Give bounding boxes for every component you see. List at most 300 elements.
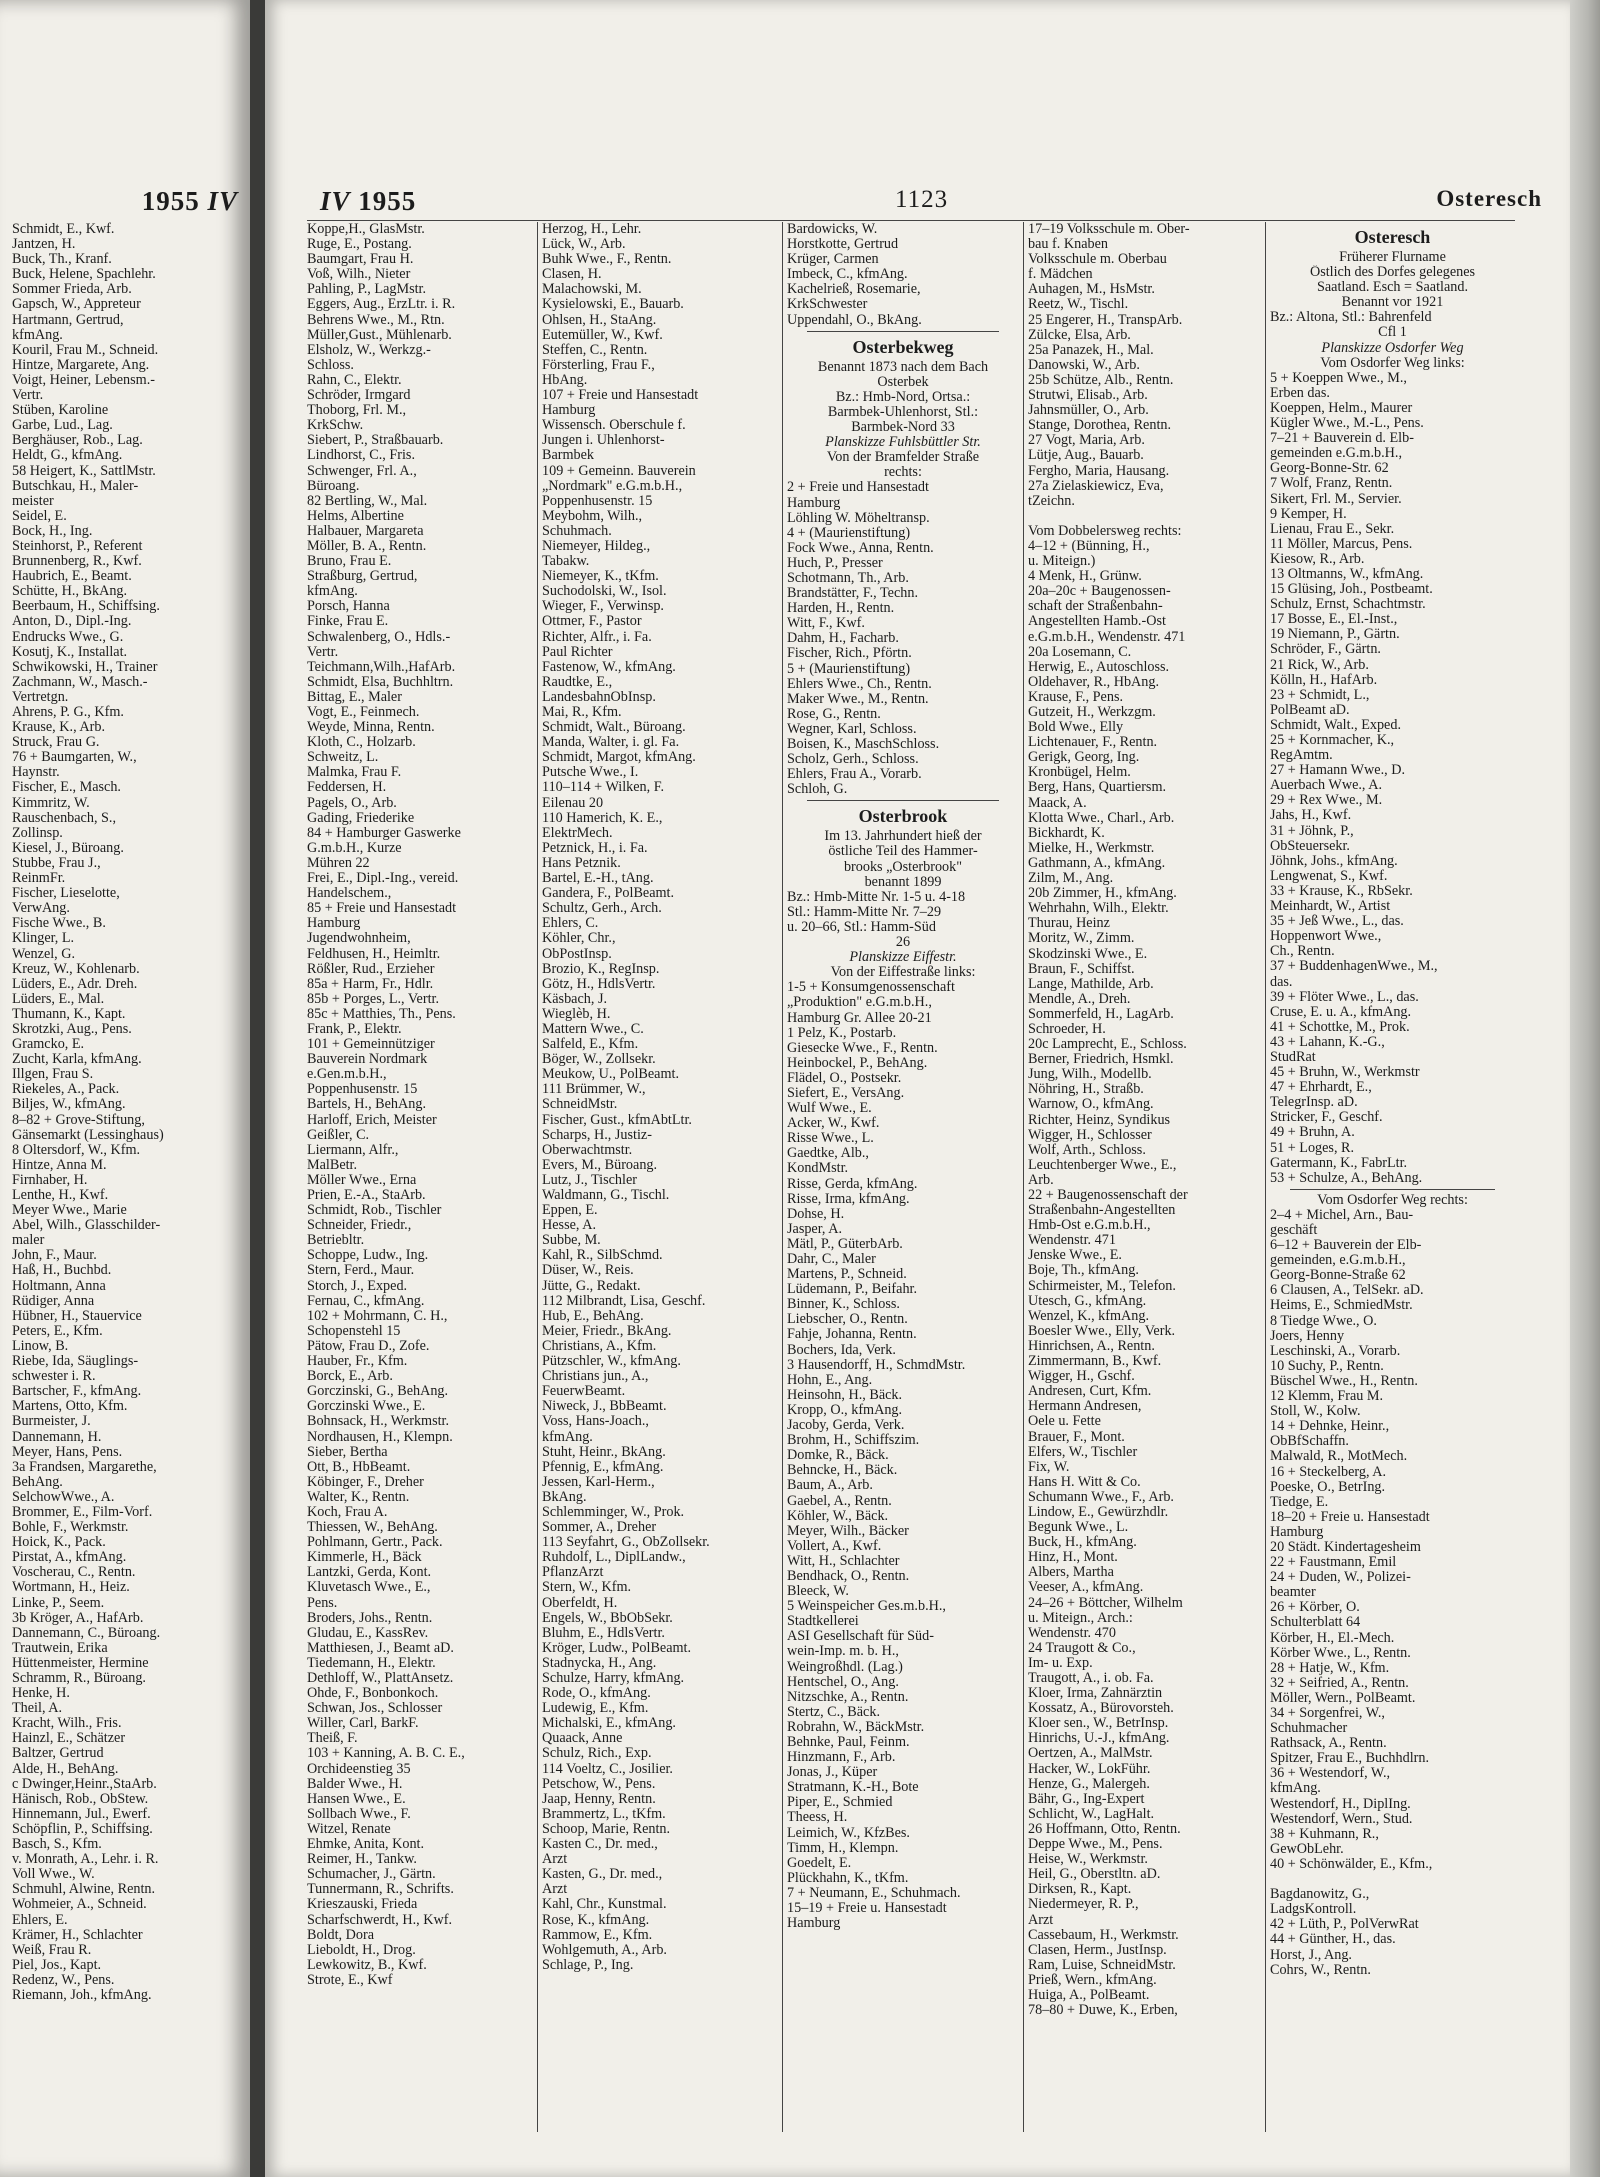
directory-entry: Piel, Jos., Kapt. [12,1957,102,1973]
directory-entry: Hainzl, E., Schätzer [12,1731,126,1747]
street-heading: Osterbekweg [852,336,954,357]
directory-entry: Siebert, P., Straßbauarb. [307,433,444,449]
directory-entry: Seidel, E. [12,508,67,524]
directory-entry: Gathmann, A., kfmAng. [1028,855,1166,871]
directory-entry: Georg-Bonne-Str. 62 [1270,461,1389,477]
directory-entry: Alde, H., BehAng. [12,1761,119,1777]
directory-entry: 9 Kemper, H. [1270,506,1347,522]
directory-entry: Braun, F., Schiffst. [1028,961,1135,977]
directory-entry: 25 + Kornmacher, K., [1270,733,1395,748]
directory-entry: 5 + Koeppen Wwe., M., [1270,370,1407,386]
directory-entry: Storch, J., Exped. [307,1278,408,1294]
directory-entry: Oele u. Fette [1028,1414,1101,1430]
directory-entry: Gramcko, E. [12,1037,85,1053]
directory-entry: kfmAng. [1270,1781,1321,1797]
directory-entry: Hänisch, Rob., ObStew. [12,1791,149,1807]
directory-entry: Spitzer, Frau E., Buchhdlrn. [1270,1751,1430,1767]
street-info: Barmbek-Nord 33 [851,420,955,436]
directory-entry: Rode, O., kfmAng. [542,1686,651,1702]
directory-entry: 25 Engerer, H., TranspArb. [1028,312,1183,328]
directory-entry: Wolf, Arth., Schloss. [1028,1142,1146,1158]
directory-entry: Arb. [1028,1172,1054,1188]
street-info: Bz.: Hmb-Nord, Ortsa.: [835,389,971,405]
directory-entry: Burmeister, J. [12,1414,91,1430]
directory-entry: Fastenow, W., kfmAng. [542,659,676,675]
directory-entry: Helms, Albertine [307,508,404,524]
directory-entry: Linow, B. [12,1338,69,1354]
directory-entry: Pohlmann, Gertr., Pack. [307,1535,443,1551]
directory-entry: Gorczinski, G., BehAng. [307,1384,449,1400]
directory-column-4 [1028,222,1261,2018]
directory-entry: geschäft [1270,1223,1318,1238]
directory-entry: Bauverein Nordmark [307,1052,428,1068]
directory-entry: 22 + Baugenossenschaft der [1028,1188,1188,1203]
map-reference: Planskizze Osdorfer Weg [1321,340,1464,356]
directory-entry: 7–21 + Bauverein d. Elb- [1270,431,1414,447]
directory-entry: 31 + Jöhnk, P., [1270,823,1354,839]
directory-entry: Mai, R., Kfm. [542,705,622,720]
directory-entry: Stern, Ferd., Maur. [307,1263,415,1279]
directory-entry: 29 + Rex Wwe., M. [1270,793,1383,809]
directory-entry: Rüdiger, Anna [12,1293,95,1309]
directory-entry: Wohlgemuth, A., Arb. [542,1942,667,1958]
directory-entry: Schlemminger, W., Prok. [542,1504,685,1520]
directory-entry: 49 + Bruhn, A. [1270,1125,1355,1141]
directory-entry: Redenz, W., Pens. [12,1972,115,1988]
directory-entry: Gutzeit, H., Werkzgm. [1028,705,1156,720]
directory-entry: Schmuhl, Alwine, Rentn. [12,1882,156,1898]
directory-entry: Auhagen, M., HsMstr. [1028,282,1155,298]
directory-entry: 85c + Matthies, Th., Pens. [307,1006,456,1022]
directory-entry: 42 + Lüth, P., PolVerwRat [1270,1917,1419,1933]
directory-column-1 [307,222,533,1988]
directory-entry: Theil, A. [12,1701,63,1717]
directory-entry: 37 + BuddenhagenWwe., M., [1270,959,1438,975]
directory-entry: Hamburg [787,495,841,511]
header-rule [307,220,1515,221]
directory-entry: gemeinden, e.G.m.b.H., [1270,1253,1406,1269]
directory-entry: Gerigk, Georg, Ing. [1028,750,1140,766]
directory-entry: Vom Dobbelersweg rechts: [1028,523,1182,539]
directory-entry: Lienau, Frau E., Sekr. [1270,521,1395,537]
directory-entry: Ott, B., HbBeamt. [307,1459,411,1475]
directory-entry: Koch, Frau A. [307,1504,388,1520]
directory-entry: Bartels, H., BehAng. [307,1097,427,1113]
directory-entry: Dannemann, H. [12,1429,102,1445]
directory-entry: Heldt, G., kfmAng. [12,448,123,464]
directory-entry: Baumgart, Frau H. [307,252,414,268]
directory-entry: Hans Petznik. [542,855,621,871]
directory-entry: Möller Wwe., Erna [307,1172,417,1188]
directory-entry: Risse Wwe., L. [787,1131,874,1147]
directory-entry: Kossatz, A., Bürovorsteh. [1028,1701,1174,1717]
directory-entry: Schotmann, Th., Arb. [787,570,909,586]
directory-entry: Balder Wwe., H. [307,1776,403,1792]
directory-entry: Hinrichsen, A., Rentn. [1028,1338,1155,1354]
directory-entry: wein-Imp. m. b. H., [787,1644,899,1660]
directory-entry: Herzog, H., Lehr. [542,222,642,237]
directory-entry: 36 + Westendorf, W., [1270,1766,1391,1782]
directory-entry: Stricker, F., Geschf. [1270,1110,1383,1126]
directory-entry: Niemeyer, Hildeg., [542,538,651,554]
directory-entry: Pens. [307,1595,338,1611]
directory-entry: StudRat [1270,1049,1316,1065]
directory-entry: 1-5 + Konsumgenossenschaft [787,980,955,996]
directory-entry: Schmidt, Elsa, Buchhltrn. [307,674,454,690]
directory-entry: Stange, Dorothea, Rentn. [1028,418,1172,434]
directory-entry: Timm, H., Klempn. [787,1840,899,1856]
directory-entry: Giesecke Wwe., F., Rentn. [787,1040,938,1056]
directory-entry: Schuhmacher [1270,1721,1348,1737]
directory-entry: Riebe, Ida, Säuglings- [12,1354,139,1370]
directory-entry: Vertr. [307,644,339,660]
directory-entry: Malmka, Frau F. [307,765,402,781]
directory-entry: 35 + Jeß Wwe., L., das. [1270,914,1404,930]
directory-entry: das. [1270,974,1293,990]
directory-entry: Lenthe, H., Kwf. [12,1188,109,1203]
directory-entry: Christians jun., A., [542,1369,649,1385]
directory-entry: Kracht, Wilh., Fris. [12,1716,122,1732]
directory-entry: Ehlers, Frau A., Vorarb. [787,767,922,783]
directory-entry: 1 Pelz, K., Postarb. [787,1025,897,1041]
directory-entry: Sieber, Bertha [307,1444,388,1460]
directory-entry: Brozio, K., RegInsp. [542,961,660,977]
directory-entry: VerwAng. [12,901,70,917]
street-info: Östlich des Dorfes gelegenes [1309,265,1476,281]
directory-entry: 53 + Schulze, A., BehAng. [1270,1170,1423,1186]
running-head-street: Osteresch [1436,186,1542,211]
directory-entry: Straßburg, Gertrud, [307,569,418,585]
directory-entry: 43 + Lahann, K.-G., [1270,1034,1385,1050]
directory-entry: 28 + Hatje, W., Kfm. [1270,1660,1390,1676]
directory-entry: Leuchtenberger Wwe., E., [1028,1157,1177,1173]
page-number: 1123 [895,186,949,213]
directory-entry: Dohse, H. [787,1206,845,1222]
directory-entry: Hauber, Fr., Kfm. [307,1354,408,1370]
directory-entry: 45 + Bruhn, W., Werkmstr [1270,1065,1420,1081]
directory-entry: John, F., Maur. [12,1248,97,1264]
left-page-header [142,186,238,217]
directory-entry: Kahl, Chr., Kunstmal. [542,1897,667,1913]
directory-entry: Liermann, Alfr., [307,1142,399,1158]
directory-entry: u. Miteign., Arch.: [1028,1610,1133,1626]
directory-entry: Lange, Mathilde, Arb. [1028,976,1154,992]
directory-entry: Herwig, E., Autoschloss. [1028,659,1170,675]
directory-entry: Kropp, O., kfmAng. [787,1402,903,1418]
directory-entry: Lewkowitz, B., Kwf. [307,1957,427,1973]
left-page [0,0,250,2177]
directory-entry: Fischer, E., Masch. [12,780,121,796]
directory-entry: 51 + Loges, R. [1270,1140,1355,1156]
map-reference: Planskizze Fuhlsbüttler Str. [825,435,981,451]
directory-entry: Vertr. [12,388,44,404]
street-info: Benannt vor 1921 [1341,295,1444,311]
directory-entry: Danowski, W., Arb. [1028,357,1140,373]
directory-entry: Jugendwohnheim, [307,931,411,947]
directory-entry: Prieß, Wern., kfmAng. [1028,1972,1157,1988]
directory-entry: Betriebltr. [307,1233,365,1249]
directory-entry: Willer, Carl, BarkF. [307,1716,419,1732]
directory-entry: Eilenau 20 [542,795,604,811]
directory-entry: Lichtenauer, F., Rentn. [1028,735,1158,751]
directory-entry: Lieboldt, H., Drog. [307,1942,416,1958]
street-info: Saatland. Esch = Saatland. [1316,280,1469,296]
directory-entry: Heinsohn, H., Bäck. [787,1387,903,1403]
directory-entry: Fernau, C., kfmAng. [307,1293,425,1309]
directory-entry: Zimmermann, B., Kwf. [1028,1354,1162,1370]
directory-entry: Rauschenbach, S., [12,810,117,826]
directory-entry: Schoppe, Ludw., Ing. [307,1248,429,1264]
directory-entry: Reimer, H., Tankw. [307,1852,417,1868]
directory-entry: Bittag, E., Maler [307,689,402,705]
directory-entry: Wendenstr. 471 [1028,1233,1116,1249]
directory-entry: Schwenger, Frl. A., [307,463,417,479]
directory-entry: Büschel Wwe., H., Rentn. [1270,1373,1418,1389]
directory-entry: Behnke, Paul, Feinm. [787,1735,910,1750]
directory-entry: 16 + Steckelberg, A. [1270,1464,1387,1480]
directory-entry: Hinzmann, F., Arb. [787,1750,896,1766]
directory-entry: Haynstr. [12,765,60,781]
directory-entry: kfmAng. [12,327,63,343]
directory-entry: Clasen, H. [542,267,602,283]
directory-entry: Theess, H. [787,1810,848,1826]
directory-entry: Stubbe, Frau J., [12,855,101,871]
column-divider [537,222,538,2132]
directory-entry: 38 + Kuhmann, R., [1270,1826,1379,1842]
column-divider [1023,222,1024,2132]
directory-entry: 23 + Schmidt, L., [1270,687,1370,703]
directory-entry: Voll Wwe., W. [12,1867,95,1883]
directory-entry: Prien, E.-A., StaArb. [307,1188,426,1203]
directory-entry: Bohnsack, H., Werkmstr. [307,1414,450,1430]
directory-entry: Eutemüller, W., Kwf. [542,327,663,343]
directory-entry: u. Miteign.) [1028,554,1096,570]
directory-entry: 10 Suchy, P., Rentn. [1270,1358,1384,1374]
directory-entry: Harden, H., Rentn. [787,601,895,617]
directory-entry: schwester i. R. [12,1369,96,1385]
directory-entry: Christians, A., Kfm. [542,1338,657,1354]
directory-entry: Lüders, E., Mal. [12,991,105,1007]
street-info: Von der Eiffestraße links: [830,965,976,981]
directory-entry: Fischer, Lieselotte, [12,886,120,902]
directory-entry: Manda, Walter, i. gl. Fa. [542,735,680,751]
directory-entry: Riemann, Joh., kfmAng. [12,1987,152,2003]
directory-entry: Fischer, Rich., Pförtn. [787,646,912,662]
directory-entry: Schultz, Gerh., Arch. [542,901,662,917]
directory-entry: Nitzschke, A., Rentn. [787,1689,909,1705]
directory-entry: Kysielowski, E., Bauarb. [542,297,684,313]
directory-entry: Westendorf, H., DiplIng. [1270,1796,1411,1812]
directory-entry: Behncke, H., Bäck. [787,1463,898,1479]
directory-entry: Stratmann, K.-H., Bote [787,1780,919,1796]
directory-entry: Koeppen, Helm., Maurer [1270,400,1413,416]
directory-entry: Boje, Th., kfmAng. [1028,1263,1139,1279]
directory-entry: kfmAng. [307,584,358,600]
directory-entry: Reetz, W., Tischl. [1028,297,1129,313]
directory-entry: c Dwinger,Heinr.,StaArb. [12,1776,157,1792]
directory-entry: Lück, W., Arb. [542,237,626,253]
directory-entry: Kachelrieß, Rosemarie, [787,282,921,298]
directory-entry: Domke, R., Bäck. [787,1448,889,1464]
directory-entry: Dahm, H., Facharb. [787,631,899,647]
directory-entry: Hentschel, O., Ang. [787,1674,899,1690]
street-info: Vom Osdorfer Weg rechts: [1317,1192,1468,1208]
directory-entry: Jessen, Karl-Herm., [542,1474,655,1490]
directory-entry: Boldt, Dora [307,1927,374,1943]
directory-entry: Kasten, G., Dr. med., [542,1867,663,1883]
directory-entry: Steffen, C., Rentn. [542,342,648,358]
directory-entry: Schwan, Jos., Schlosser [307,1701,443,1717]
directory-entry: Witzel, Renate [307,1821,391,1837]
directory-column-2 [542,222,778,1973]
directory-entry: Schulze, Harry, kfmAng. [542,1671,685,1686]
directory-entry: Bock, H., Ing. [12,523,93,539]
directory-entry: Fix, W. [1028,1459,1070,1475]
directory-entry: 12 Klemm, Frau M. [1270,1389,1384,1405]
directory-entry: Jaap, Henny, Rentn. [542,1791,656,1807]
directory-entry: Meier, Friedr., BkAng. [542,1323,672,1339]
directory-entry: Baltzer, Gertrud [12,1746,104,1762]
directory-entry: Bochers, Ida, Verk. [787,1342,896,1358]
directory-entry: Möller, B. A., Rentn. [307,538,427,554]
street-info: Von der Bramfelder Straße [826,450,980,466]
directory-entry: Elfers, W., Tischler [1028,1444,1138,1460]
directory-entry: Kosutj, K., Installat. [12,644,128,660]
directory-entry: Lutz, J., Tischler [542,1172,637,1188]
directory-entry: Biljes, W., kfmAng. [12,1097,126,1113]
directory-entry: Gorczinski Wwe., E. [307,1399,426,1415]
directory-entry: tZeichn. [1028,493,1075,509]
directory-entry: Gludau, E., KassRev. [307,1625,429,1641]
directory-entry: f. Mädchen [1028,267,1093,283]
directory-entry: Kronbügel, Helm. [1028,765,1131,781]
directory-entry: Voigt, Heiner, Lebensm.- [12,372,155,388]
directory-entry: Fergho, Maria, Hausang. [1028,463,1170,479]
directory-entry: Stüben, Karoline [12,403,109,419]
directory-entry: Gatermann, K., FabrLtr. [1270,1155,1408,1171]
directory-entry: Garbe, Lud., Lag. [12,418,113,434]
directory-entry: Berner, Friedrich, Hsmkl. [1028,1052,1174,1068]
directory-entry: TelegrInsp. aD. [1270,1095,1358,1111]
directory-entry: Weyde, Minna, Rentn. [307,720,435,736]
directory-entry: Krause, K., Arb. [12,720,105,736]
directory-entry: Im- u. Exp. [1028,1655,1093,1671]
directory-entry: Struck, Frau G. [12,735,100,751]
directory-entry: Robrahn, W., BäckMstr. [787,1719,925,1735]
directory-entry: Köbinger, F., Dreher [307,1474,424,1490]
directory-entry: 24 Traugott & Co., [1028,1640,1136,1656]
directory-entry: Brohm, H., Schiffszim. [787,1433,920,1449]
directory-entry: Wehrhahn, Wilh., Elektr. [1028,901,1169,917]
directory-entry: Bluhm, E., HdlsVertr. [542,1625,665,1641]
directory-entry: Feddersen, H. [307,780,387,796]
directory-entry: Acker, W., Kwf. [787,1116,880,1132]
directory-entry: Gaedtke, Alb., [787,1146,869,1162]
directory-entry: Ram, Luise, SchneidMstr. [1028,1957,1176,1973]
directory-entry: Möller, Wern., PolBeamt. [1270,1690,1416,1706]
directory-entry: Joers, Henny [1270,1328,1345,1344]
book-gutter [250,0,265,2177]
directory-entry: Riekeles, A., Pack. [12,1082,120,1098]
street-info: Früherer Flurname [1339,250,1446,265]
directory-entry: Krämer, H., Schlachter [12,1927,143,1943]
directory-entry: Frank, P., Elektr. [307,1021,402,1037]
directory-entry: Schuhmach. [542,523,612,539]
directory-entry: Lantzki, Gerda, Kont. [307,1565,432,1581]
directory-entry: Heil, G., Oberstltn. aD. [1028,1867,1161,1883]
directory-entry: Horstkotte, Gertrud [787,237,899,253]
directory-entry: Hamburg Gr. Allee 20-21 [787,1010,932,1026]
directory-entry: Kügler Wwe., M.-L., Pens. [1270,416,1424,432]
directory-entry: Schulterblatt 64 [1270,1615,1361,1631]
directory-entry: KondMstr. [787,1161,849,1177]
directory-entry: Stadtkellerei [787,1614,859,1630]
directory-entry: Jahs, H., Kwf. [1270,808,1352,824]
directory-entry: Andresen, Curt, Kfm. [1028,1384,1152,1400]
directory-entry: Paul Richter [542,644,613,660]
directory-entry: Schwalenberg, O., Hdls.- [307,629,451,645]
directory-entry: 20c Lamprecht, E., Schloss. [1028,1037,1187,1053]
directory-entry: Ehmke, Anita, Kont. [307,1837,425,1853]
directory-entry: RegAmtm. [1270,748,1333,764]
directory-entry: Mätl, P., GüterbArb. [787,1236,903,1252]
directory-entry: Zachmann, W., Masch.- [12,674,148,690]
directory-entry: Orchideenstieg 35 [307,1761,411,1777]
directory-entry: 109 + Gemeinn. Bauverein [542,463,696,479]
directory-entry: KrkSchw. [307,418,364,434]
directory-entry: Hamburg [787,1916,841,1932]
directory-entry: Porsch, Hanna [307,599,390,615]
directory-entry: Schloss. [307,357,354,373]
right-page-roman: IV [320,186,351,216]
directory-entry: Meybohm, Wilh., [542,508,643,524]
directory-entry: Kahl, R., SilbSchmd. [542,1248,663,1264]
directory-entry: Tiedemann, H., Elektr. [307,1655,436,1671]
directory-entry: Kluvetasch Wwe., E., [307,1580,431,1596]
directory-entry: Malwald, R., MotMech. [1270,1449,1408,1465]
directory-entry: Niemeyer, K., tKfm. [542,569,659,585]
directory-entry: 85 + Freie und Hansestadt [307,901,457,917]
directory-entry: Bardowicks, W. [787,222,878,237]
directory-entry: Försterling, Frau F., [542,357,655,373]
directory-entry: Martens, P., Schneid. [787,1267,907,1283]
directory-entry: bau f. Knaben [1028,237,1108,253]
street-info: Osterbek [877,374,929,390]
directory-entry: Elsholz, W., Werkzg.- [307,342,431,358]
directory-entry: 78–80 + Duwe, K., Erben, [1028,2003,1178,2019]
directory-entry: Binner, K., Schloss. [787,1297,900,1313]
directory-entry: Gapsch, W., Appreteur [12,297,141,313]
directory-entry: BkAng. [542,1489,587,1505]
directory-entry: 40 + Schönwälder, E., Kfm., [1270,1856,1433,1872]
directory-entry: Jütte, G., Redakt. [542,1278,641,1294]
directory-entry: Sollbach Wwe., F. [307,1806,411,1822]
directory-entry: Jung, Wilh., Modellb. [1028,1067,1152,1083]
directory-entry: Butschkau, H., Maler- [12,478,139,494]
directory-entry: Heims, E., SchmiedMstr. [1270,1298,1413,1314]
directory-entry: Müller,Gust., Mühlenarb. [307,327,452,343]
directory-entry: 8–82 + Grove-Stiftung, [12,1112,145,1128]
directory-entry: Finke, Frau E. [307,614,389,630]
directory-entry: Schopenstehl 15 [307,1323,401,1339]
directory-entry: Stern, W., Kfm. [542,1580,632,1596]
directory-entry: Meyer Wwe., Marie [12,1203,127,1219]
directory-entry: Kloer sen., W., BetrInsp. [1028,1716,1169,1732]
directory-entry: Hübner, H., Stauervice [12,1308,142,1324]
directory-entry: Risse, Irma, kfmAng. [787,1191,910,1207]
directory-entry: Endrucks Wwe., G. [12,629,124,645]
directory-entry: Kouril, Frau M., Schneid. [12,342,159,358]
